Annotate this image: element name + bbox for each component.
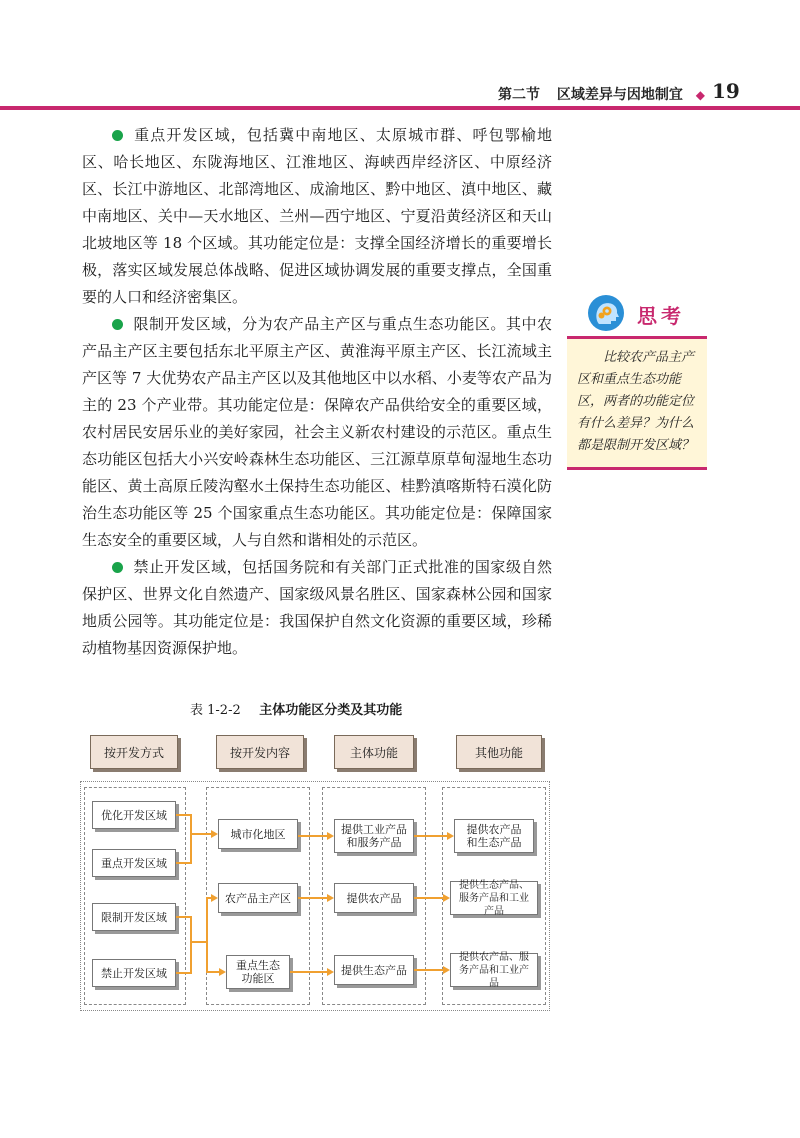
connector [176, 972, 190, 974]
arrow-icon [443, 894, 450, 902]
connector [190, 916, 192, 974]
box-prohibited-development: 禁止开发区域 [92, 959, 176, 987]
box-other-agricultural: 提供生态产品、服务产品和工业产品 [450, 881, 538, 915]
diamond-icon: ◆ [695, 88, 705, 102]
page-number: 19 [712, 79, 740, 103]
think-question: 比较农产品主产区和重点生态功能区，两者的功能定位有什么差异？为什么都是限制开发区域？ [567, 339, 707, 470]
arrow-icon [327, 832, 334, 840]
paragraph-restricted-development: 限制开发区域，分为农产品主产区与重点生态功能区。其中农产品主产区主要包括东北平原主产区、黄淮海平原主产区、长江流域主产区等 7 大优势农产品主产区以及其他地区中以水稻、小麦等农产品为主的 23 个产业带。其功能定位是：保障农产品供给安全的重要区域，农村居民安居乐业的美好家园，社会主义新农村建设的示范区。重点生态功能区包括大小兴安岭森林生态功能区、三江源草原草甸湿地生态功能区、黄土高原丘陵沟壑水土保持生态功能区、桂黔滇喀斯特石漠化防治生态功能区等 25 个国家重点生态功能区。其功能定位是：保障国家生态安全的重要区域，人与自然和谐相处的示范区。 [82, 315, 552, 549]
arrow-icon [327, 894, 334, 902]
connector [176, 814, 190, 816]
connector [414, 835, 448, 837]
connector [190, 814, 192, 864]
arrow-icon [447, 832, 454, 840]
connector [176, 916, 190, 918]
connector [298, 835, 328, 837]
head-gears-icon [587, 294, 625, 332]
paragraph-key-development: 重点开发区域，包括冀中南地区、太原城市群、呼包鄂榆地区、哈长地区、东陇海地区、江淮地区、海峡西岸经济区、中原经济区、长江中游地区、北部湾地区、成渝地区、黔中地区、滇中地区、藏中南地区、关中—天水地区、兰州—西宁地区、宁夏沿黄经济区和天山北坡地区等 18 个区域。其功能定位是：支撑全国经济增长的重要增长极，落实区域发展总体战略、促进区域协调发展的重要支撑点，全国重要的人口和经济密集区。 [82, 126, 552, 306]
box-provide-industrial: 提供工业产品和服务产品 [334, 819, 414, 853]
header-main-function: 主体功能 [334, 735, 414, 769]
arrow-icon [211, 830, 218, 838]
running-header [498, 84, 705, 104]
think-title: 思考 [637, 304, 685, 328]
body-text [82, 122, 552, 662]
box-optimized-development: 优化开发区域 [92, 801, 176, 829]
box-provide-agricultural: 提供农产品 [334, 883, 414, 913]
header-section: 第二节 [498, 87, 541, 103]
connector [206, 971, 220, 973]
connector [414, 969, 444, 971]
function-zone-diagram [80, 735, 550, 1010]
connector [290, 971, 328, 973]
box-urban-area: 城市化地区 [218, 819, 298, 849]
connector [176, 862, 190, 864]
box-key-development: 重点开发区域 [92, 849, 176, 877]
box-other-ecological: 提供农产品、服务产品和工业产品 [450, 953, 538, 987]
think-sidebar [567, 294, 707, 470]
arrow-icon [219, 968, 226, 976]
header-rule [0, 106, 800, 110]
box-ecological-area: 重点生态功能区 [226, 955, 290, 989]
box-provide-ecological: 提供生态产品 [334, 955, 414, 985]
connector [206, 897, 208, 973]
header-by-method: 按开发方式 [90, 735, 178, 769]
table-number: 表 1-2-2 [190, 703, 241, 718]
paragraph-prohibited-development: 禁止开发区域，包括国务院和有关部门正式批准的国家级自然保护区、世界文化自然遗产、国家级风景名胜区、国家森林公园和国家地质公园等。其功能定位是：我国保护自然文化资源的重要区域，珍稀动植物基因资源保护地。 [82, 558, 552, 657]
header-by-content: 按开发内容 [216, 735, 304, 769]
box-other-urban: 提供农产品和生态产品 [454, 819, 534, 853]
arrow-icon [327, 968, 334, 976]
bullet-icon [112, 319, 123, 330]
box-restricted-development: 限制开发区域 [92, 903, 176, 931]
connector [190, 833, 212, 835]
table-title: 主体功能区分类及其功能 [259, 703, 403, 718]
connector [298, 897, 328, 899]
arrow-icon [443, 966, 450, 974]
box-agricultural-area: 农产品主产区 [218, 883, 298, 913]
table-caption [190, 699, 402, 718]
connector [190, 941, 206, 943]
header-title: 区域差异与因地制宜 [556, 87, 683, 103]
bullet-icon [112, 562, 123, 573]
connector [414, 897, 444, 899]
arrow-icon [211, 894, 218, 902]
bullet-icon [112, 130, 123, 141]
header-other-function: 其他功能 [456, 735, 542, 769]
